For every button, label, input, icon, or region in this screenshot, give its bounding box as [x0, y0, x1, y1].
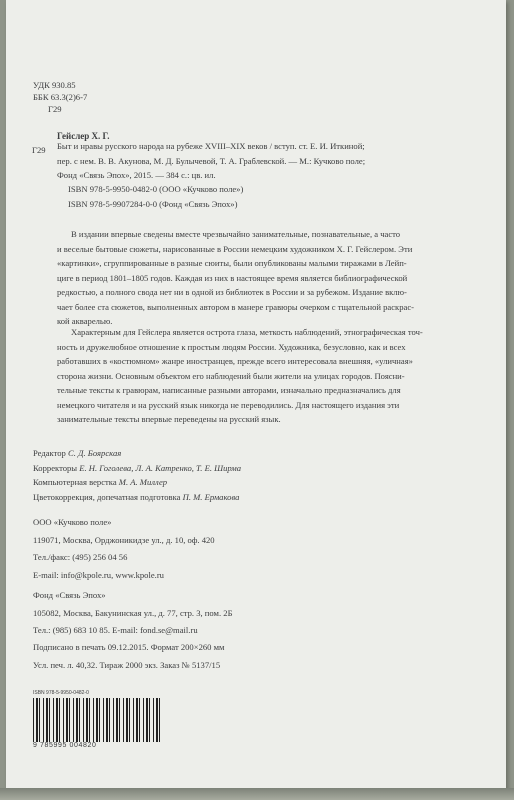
author-index: Г29 [48, 104, 62, 114]
catalog-author: Гейслер Х. Г. [57, 131, 110, 141]
catalog-description [57, 139, 365, 183]
annotation-line: редкостью, а полного свода нет ни в одной из библиотек в России и за рубежом. Издание вклю- [57, 287, 407, 297]
isbn-line: ISBN 978-5-9950-0482-0 (ООО «Кучково поле») [68, 184, 244, 194]
isbn-barcode [33, 690, 163, 750]
annotation-line: и веселые бытовые сюжеты, нарисованные в России немецким художником Х. Г. Гейслером. Эти [57, 243, 413, 254]
isbn-list [68, 182, 243, 211]
bbk-code: ББК 63.3(2)6-7 [33, 92, 88, 102]
publisher-address: 119071, Москва, Орджоникидзе ул., д. 10, оф. 420 [33, 534, 215, 545]
barcode-isbn-text: ISBN 978-5-9950-0482-0 [33, 690, 89, 696]
annotation-line: сторона жизни. Основным объектом его наблюдений были жители на улицах городов. Поясни- [57, 370, 405, 381]
annotation-line: занимательные тексты впервые переведены на русский язык. [57, 414, 281, 424]
credits [33, 446, 241, 504]
publisher-contacts: Тел.: (985) 683 10 85. E-mail: fond.se@mail.ru [33, 625, 198, 636]
catalog-line: Быт и нравы русского народа на рубеже XVIII–XIX веков / вступ. ст. Е. И. Иткиной; [57, 141, 365, 151]
credit-layout: Компьютерная верстка М. А. Миллер [33, 477, 168, 488]
annotation-line: кой акварелью. [57, 316, 113, 326]
table-surface [0, 788, 514, 800]
annotation-line: циге в период 1801–1805 годов. Каждая из них в настоящее время является библиографической [57, 272, 408, 283]
annotation-line: «картинки», сгруппированные в разные сюиты, были опубликованы малыми тиражами в Лейп- [57, 258, 407, 268]
credit-proofreaders: Корректоры Е. Н. Гоголева, Л. А. Катренко, Т. Е. Ширма [33, 462, 242, 473]
annotation-paragraph-1 [57, 227, 414, 329]
catalog-side-index: Г29 [32, 145, 46, 155]
print-signed-format: Подписано в печать 09.12.2015. Формат 200×260 мм [33, 642, 225, 652]
catalog-line: пер. с нем. В. В. Акунова, М. Д. Булычевой, Т. А. Граблевской. — М.: Кучково поле; [57, 155, 366, 166]
annotation-line: Характерным для Гейслера является острота глаза, меткость наблюдений, этнографическая точ- [71, 327, 423, 337]
print-info [33, 640, 225, 672]
credit-editor: Редактор С. Д. Боярская [33, 448, 122, 458]
publisher-name: ООО «Кучково поле» [33, 517, 112, 527]
annotation-line: немецкого читателя и на русский язык никогда не переводились. Для настоящего издания эти [57, 399, 400, 410]
book-page [6, 0, 506, 792]
annotation-paragraph-2 [57, 325, 423, 427]
annotation-line: В издании впервые сведены вместе чрезвычайно занимательные, познавательные, а часто [71, 229, 401, 239]
publisher-svyaz-epoh [33, 588, 233, 638]
publisher-name: Фонд «Связь Эпох» [33, 590, 106, 600]
catalog-line: Фонд «Связь Эпох», 2015. — 384 с.: цв. ил. [57, 170, 216, 181]
publisher-kuchkovo [33, 515, 215, 582]
annotation-line: работавших в «костюмном» жанре иностранцев, прежде всего интересовала внешняя, «уличная» [57, 356, 413, 366]
publisher-phone: Тел./факс: (495) 256 04 56 [33, 552, 128, 563]
annotation-line: ность и дружелюбное отношение к простым людям России. Художника, безусловно, как и всех [57, 341, 406, 352]
barcode-digits: 9 785995 004820 [33, 742, 97, 749]
credit-color-correction: Цветокоррекция, допечатная подготовка П. М. Ермакова [33, 491, 240, 502]
barcode-bars [33, 698, 163, 742]
print-circulation: Усл. печ. л. 40,32. Тираж 2000 экз. Заказ № 5137/15 [33, 659, 221, 670]
isbn-line: ISBN 978-5-9907284-0-0 (Фонд «Связь Эпох») [68, 198, 238, 209]
udk-code: УДК 930.85 [33, 80, 76, 90]
annotation-line: чает более ста сюжетов, выполненных автором в манере гравюры очерком с тщательной раскрас- [57, 301, 415, 312]
publisher-address: 105082, Москва, Бакунинская ул., д. 77, стр. 3, пом. 2Б [33, 607, 233, 618]
publisher-contacts: E-mail: info@kpole.ru, www.kpole.ru [33, 569, 164, 580]
annotation-line: тельные тексты к гравюрам, написанные разными авторами, изначально предназначались для [57, 385, 401, 395]
